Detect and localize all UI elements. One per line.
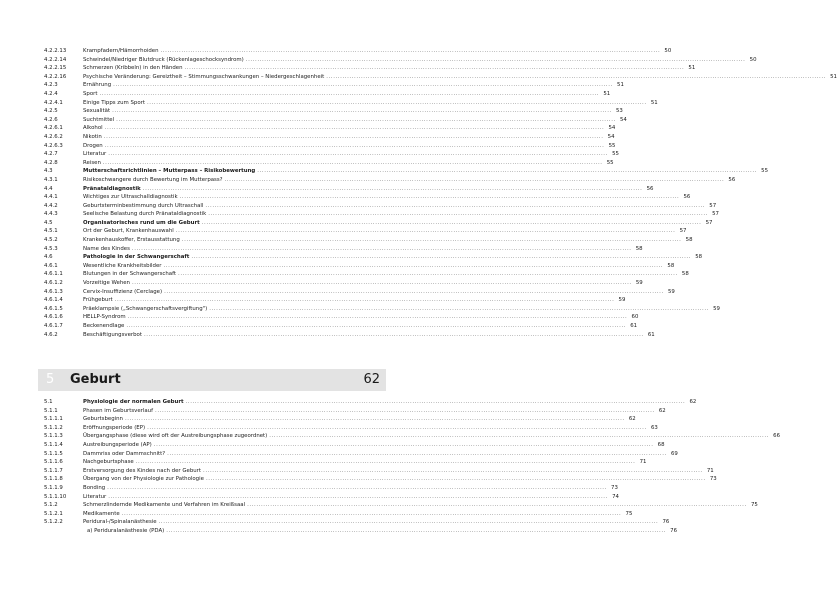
toc-entry-title: Risikoschwangere durch Bewertung im Mutterpass? xyxy=(83,176,223,183)
toc-entry-number: 4.4.1 xyxy=(44,194,58,201)
toc-entry[interactable] xyxy=(44,270,689,279)
toc-entry-title: a) Periduralanästhesie (PDA) xyxy=(87,527,165,534)
toc-entry-number: 4.6.1.1 xyxy=(44,271,63,278)
toc-entry[interactable] xyxy=(44,150,619,159)
toc-entry-title: Präeklampsie („Schwangerschaftsvergiftung") xyxy=(83,305,208,312)
toc-entry-number: 4.5 xyxy=(44,219,53,226)
toc-entry-number: 4.3.1 xyxy=(44,176,58,183)
dot-leader xyxy=(132,279,632,288)
toc-entry-page: 50 xyxy=(664,48,672,54)
toc-entry-page: 50 xyxy=(749,56,757,63)
toc-entry-page: 75 xyxy=(625,510,633,517)
toc-entry[interactable] xyxy=(44,236,693,245)
toc-entry-page: 58 xyxy=(695,254,703,261)
dot-leader xyxy=(136,458,636,467)
dot-leader xyxy=(176,227,676,236)
toc-entry-title: Schmerzlindernde Medikamente und Verfahren im Kreißsaal xyxy=(83,502,246,509)
toc-entry-title: Organisatorisches rund um die Geburt xyxy=(83,219,200,226)
toc-entry-title: Psychische Veränderung: Gereiztheit – Stimmungsschwankungen – Niedergeschlagenheit xyxy=(83,73,325,80)
toc-entry-title: Pränataldiagnostik xyxy=(83,185,141,192)
toc-entry-title: Übergang von der Physiologie zur Pathologie xyxy=(83,476,204,483)
toc-entry-number: 4.2.4.1 xyxy=(44,99,63,106)
toc-entry[interactable] xyxy=(44,167,769,176)
toc-entry-number: 4.2.2.14 xyxy=(44,56,67,63)
toc-entry-page: 53 xyxy=(615,108,623,115)
toc-entry-page: 54 xyxy=(608,125,616,132)
toc-entry-title: Sport xyxy=(83,90,98,97)
toc-entry[interactable] xyxy=(44,296,626,305)
dot-leader xyxy=(209,305,709,314)
toc-entry-page: 76 xyxy=(670,527,678,534)
toc-entry[interactable] xyxy=(44,81,624,90)
toc-entry-number: 4.5.3 xyxy=(44,245,58,252)
dot-leader xyxy=(105,124,605,133)
toc-entry-title: Schmerzen (Kribbeln) in den Händen xyxy=(83,65,183,72)
toc-entry[interactable] xyxy=(44,99,658,108)
toc-entry[interactable] xyxy=(44,47,672,56)
toc-entry-title: Bonding xyxy=(83,484,106,491)
toc-entry-number: 4.4.2 xyxy=(44,202,58,209)
toc-entry-number: 4.2.4 xyxy=(44,90,58,97)
toc-entry-page: 56 xyxy=(683,194,691,201)
toc-entry-number: 5.1.1.7 xyxy=(44,467,63,474)
toc-entry-title: Geburtsbeginn xyxy=(83,416,123,423)
dot-leader xyxy=(147,99,647,108)
toc-entry[interactable] xyxy=(44,176,736,185)
dot-leader xyxy=(115,296,615,305)
toc-entry-title: Dammriss oder Dammschnitt? xyxy=(83,450,166,457)
toc-entry-page: 59 xyxy=(618,297,626,304)
toc-entry-title: Seelische Belastung durch Pränataldiagnostik xyxy=(83,211,207,218)
toc-entry-number: 5.1.1.4 xyxy=(44,441,63,448)
toc-entry-page: 58 xyxy=(685,237,693,244)
toc-entry-title: Ernährung xyxy=(83,82,112,89)
toc-entry-number: 5.1.2 xyxy=(44,502,58,509)
toc-entry-page: 73 xyxy=(709,476,717,483)
toc-entry[interactable] xyxy=(44,245,643,254)
toc-entry-page: 51 xyxy=(830,73,837,80)
toc-entry-page: 54 xyxy=(620,116,627,123)
toc-entry-title: Beckenendlage xyxy=(83,323,125,329)
dot-leader xyxy=(269,432,769,441)
toc-entry-number: 4.6.1.6 xyxy=(44,314,63,321)
toc-entry-number: 4.2.7 xyxy=(44,151,58,158)
toc-entry-number: 4.2.6.2 xyxy=(44,133,63,140)
dot-leader xyxy=(126,322,626,331)
toc-entry[interactable] xyxy=(44,510,633,519)
dot-leader xyxy=(103,159,603,168)
toc-entry-title: Beschäftigungsverbot xyxy=(83,331,142,338)
dot-leader xyxy=(191,253,691,262)
toc-entry-number: 4.2.2.13 xyxy=(44,48,67,54)
toc-entry-page: 60 xyxy=(631,314,639,321)
toc-entry[interactable] xyxy=(44,441,665,450)
toc-entry-title: Nachgeburtsphase xyxy=(83,459,134,466)
toc-entry-page: 73 xyxy=(611,484,618,491)
dot-leader xyxy=(154,441,654,450)
toc-entry-number: 5.1.1.1 xyxy=(44,416,63,423)
toc-entry-page: 58 xyxy=(635,245,643,252)
toc-entry-page: 57 xyxy=(712,211,719,218)
toc-entry-page: 69 xyxy=(671,450,678,457)
toc-entry[interactable] xyxy=(44,527,678,536)
dot-leader xyxy=(112,107,612,116)
dot-leader xyxy=(202,219,702,228)
toc-entry-number: 4.6.1.4 xyxy=(44,297,63,304)
toc-entry[interactable] xyxy=(44,331,655,340)
dot-leader xyxy=(186,398,686,407)
toc-entry-page: 68 xyxy=(657,441,665,448)
toc-entry-page: 57 xyxy=(709,202,717,209)
toc-entry[interactable] xyxy=(44,467,714,476)
toc-entry-title: Reisen xyxy=(83,159,101,166)
toc-entry-page: 57 xyxy=(679,228,687,235)
dot-leader xyxy=(128,313,628,322)
dot-leader xyxy=(203,467,703,476)
toc-entry[interactable] xyxy=(44,398,697,407)
toc-entry-title: Pathologie in der Schwangerschaft xyxy=(83,254,190,261)
toc-section-chapter-4 xyxy=(44,47,837,339)
dot-leader xyxy=(147,424,647,433)
toc-entry-title: Krankenhauskoffer, Erstausstattung xyxy=(83,237,180,244)
toc-entry-title: Alkohol xyxy=(83,125,103,132)
toc-entry-title: Mutterschaftsrichtlinien – Mutterpass – Risikobewertung xyxy=(83,168,256,175)
toc-entry-number: 4.2.2.16 xyxy=(44,73,67,80)
dot-leader xyxy=(185,64,685,73)
toc-entry-page: 63 xyxy=(650,424,658,431)
toc-entry-title: Geburtsterminbestimmung durch Ultraschall xyxy=(83,202,204,209)
toc-entry-title: Nikotin xyxy=(83,133,102,140)
toc-entry-title: Blutungen in der Schwangerschaft xyxy=(83,271,177,278)
toc-entry-title: Literatur xyxy=(83,493,107,500)
toc-entry-number: 4.6.1 xyxy=(44,262,58,269)
dot-leader xyxy=(326,73,826,82)
toc-entry-title: Wichtiges zur Ultraschalldiagnostik xyxy=(83,194,178,201)
toc-entry-number: 5.1.1.10 xyxy=(44,493,67,500)
dot-leader xyxy=(143,185,643,194)
toc-entry-number: 4.5.2 xyxy=(44,237,58,244)
toc-entry-page: 61 xyxy=(630,323,638,329)
dot-leader xyxy=(108,493,608,502)
toc-entry-number: 4.6.1.5 xyxy=(44,305,63,312)
toc-entry[interactable] xyxy=(44,210,719,219)
toc-entry[interactable] xyxy=(44,415,636,424)
toc-entry[interactable] xyxy=(44,159,614,168)
toc-entry-number: 5.1.1.8 xyxy=(44,476,63,483)
dot-leader xyxy=(246,56,746,65)
toc-section-chapter-5 xyxy=(44,398,781,536)
toc-entry[interactable] xyxy=(44,219,713,228)
toc-entry-page: 51 xyxy=(603,90,611,97)
toc-entry-page: 59 xyxy=(667,288,675,295)
toc-entry-number: 5.1 xyxy=(44,399,53,405)
toc-entry-number: 4.6.1.3 xyxy=(44,288,63,295)
toc-entry-page: 74 xyxy=(612,493,619,500)
toc-entry-page: 75 xyxy=(750,502,758,509)
toc-entry[interactable] xyxy=(44,202,717,211)
toc-entry-title: Wesentliche Krankheitsbilder xyxy=(83,262,162,269)
toc-entry[interactable] xyxy=(44,484,618,493)
dot-leader xyxy=(113,81,613,90)
toc-entry-page: 59 xyxy=(713,305,720,312)
toc-entry[interactable] xyxy=(44,313,639,322)
toc-entry[interactable] xyxy=(44,64,696,73)
toc-entry-title: Peridural-/Spinalanästhesie xyxy=(83,519,157,526)
dot-leader xyxy=(108,150,608,159)
toc-entry[interactable] xyxy=(44,432,781,441)
toc-entry-number: 4.4.3 xyxy=(44,211,58,218)
chapter-title: Geburt xyxy=(70,372,121,387)
toc-entry-title: Drogen xyxy=(83,142,103,149)
toc-entry-number: 5.1.1.6 xyxy=(44,459,63,466)
toc-entry-title: Sexualität xyxy=(83,108,111,115)
toc-entry-number: 4.2.6.1 xyxy=(44,125,63,132)
toc-entry-page: 58 xyxy=(667,262,675,269)
dot-leader xyxy=(225,176,725,185)
toc-entry[interactable] xyxy=(44,185,654,194)
toc-entry[interactable] xyxy=(44,475,717,484)
dot-leader xyxy=(132,245,632,254)
toc-entry-title: Physiologie der normalen Geburt xyxy=(83,399,184,405)
toc-entry-page: 58 xyxy=(681,271,689,278)
toc-entry-number: 4.5.1 xyxy=(44,228,58,235)
toc-entry-page: 71 xyxy=(639,459,647,466)
toc-entry-page: 59 xyxy=(635,280,643,287)
toc-entry-page: 55 xyxy=(608,142,616,149)
toc-entry-number: 5.1.1.9 xyxy=(44,484,63,491)
toc-entry-number: 5.1.2.2 xyxy=(44,519,63,526)
toc-entry-title: Cervix-Insuffizienz (Cerclage) xyxy=(83,288,163,295)
toc-entry-title: Frühgeburt xyxy=(83,297,113,304)
toc-entry-page: 55 xyxy=(606,159,614,166)
toc-entry-number: 4.2.6.3 xyxy=(44,142,63,149)
toc-entry-number: 5.1.1.3 xyxy=(44,433,63,440)
toc-entry-number: 4.6.1.7 xyxy=(44,323,63,329)
toc-entry-number: 5.1.1 xyxy=(44,407,58,414)
dot-leader xyxy=(104,133,604,142)
toc-entry[interactable] xyxy=(44,305,720,314)
toc-entry-number: 4.6.1.2 xyxy=(44,280,63,287)
toc-entry-title: Eröffnungsperiode (EP) xyxy=(83,424,146,431)
dot-leader xyxy=(208,210,708,219)
dot-leader xyxy=(99,90,599,99)
toc-entry[interactable] xyxy=(44,90,611,99)
toc-entry-number: 4.2.8 xyxy=(44,159,58,166)
toc-entry[interactable] xyxy=(44,322,638,331)
toc-entry-number: 4.6.2 xyxy=(44,331,58,338)
dot-leader xyxy=(166,527,666,536)
toc-entry-title: Vorzeitige Wehen xyxy=(83,280,130,287)
toc-entry-number: 4.2.2.15 xyxy=(44,65,67,72)
toc-entry-page: 57 xyxy=(705,219,713,226)
dot-leader xyxy=(125,415,625,424)
toc-entry[interactable] xyxy=(44,407,666,416)
toc-entry[interactable] xyxy=(44,424,658,433)
toc-entry-page: 51 xyxy=(650,99,658,106)
toc-entry-number: 4.2.5 xyxy=(44,108,58,115)
dot-leader xyxy=(107,484,607,493)
chapter-heading-bar[interactable] xyxy=(38,369,386,391)
toc-entry-page: 62 xyxy=(689,399,697,405)
toc-entry-number: 5.1.2.1 xyxy=(44,510,63,517)
dot-leader xyxy=(144,331,644,340)
toc-entry-title: Einige Tipps zum Sport xyxy=(83,99,145,106)
toc-entry-page: 54 xyxy=(607,133,615,140)
dot-leader xyxy=(178,270,678,279)
toc-entry-page: 55 xyxy=(612,151,619,158)
dot-leader xyxy=(105,142,605,151)
toc-entry[interactable] xyxy=(44,288,675,297)
dot-leader xyxy=(247,501,747,510)
toc-entry-number: 4.2.6 xyxy=(44,116,58,123)
toc-entry-title: Phasen im Geburtsverlauf xyxy=(83,407,153,414)
toc-entry-title: Krampfadern/Hämorrhoiden xyxy=(83,48,159,54)
toc-entry-number: 4.3 xyxy=(44,168,53,175)
toc-entry-title: HELLP-Syndrom xyxy=(83,314,126,321)
chapter-number: 5 xyxy=(46,372,55,387)
toc-entry[interactable] xyxy=(44,518,670,527)
toc-entry-page: 62 xyxy=(658,407,666,414)
toc-entry-number: 5.1.1.5 xyxy=(44,450,63,457)
dot-leader xyxy=(164,262,664,271)
toc-entry-page: 55 xyxy=(761,168,769,175)
toc-entry-title: Medikamente xyxy=(83,510,120,517)
toc-entry-page: 71 xyxy=(706,467,714,474)
toc-entry-number: 4.2.3 xyxy=(44,82,58,89)
toc-entry[interactable] xyxy=(44,501,758,510)
toc-entry[interactable] xyxy=(44,458,647,467)
toc-entry-number: 5.1.1.2 xyxy=(44,424,63,431)
toc-entry[interactable] xyxy=(44,73,837,82)
toc-entry-page: 61 xyxy=(647,331,655,338)
dot-leader xyxy=(206,475,706,484)
toc-entry-title: Schwindel/Niedriger Blutdruck (Rückenlageschocksyndrom) xyxy=(83,56,244,63)
toc-entry-page: 76 xyxy=(662,519,670,526)
toc-entry[interactable] xyxy=(44,124,616,133)
toc-entry-number: 4.4 xyxy=(44,185,53,192)
toc-entry-page: 51 xyxy=(617,82,624,89)
toc-entry[interactable] xyxy=(44,56,757,65)
toc-entry-page: 62 xyxy=(628,416,636,423)
dot-leader xyxy=(116,116,616,125)
toc-entry-title: Austreibungsperiode (AP) xyxy=(83,441,152,448)
toc-entry[interactable] xyxy=(44,253,703,262)
toc-entry-title: Suchtmittel xyxy=(83,116,115,123)
toc-entry[interactable] xyxy=(44,493,619,502)
dot-leader xyxy=(205,202,705,211)
toc-entry-title: Ort der Geburt, Krankenhauswahl xyxy=(83,228,174,235)
dot-leader xyxy=(180,193,680,202)
toc-entry[interactable] xyxy=(44,133,615,142)
toc-entry-title: Übergangsphase (diese wird oft der Austreibungsphase zugeordnet) xyxy=(83,433,268,440)
toc-entry[interactable] xyxy=(44,116,627,125)
dot-leader xyxy=(257,167,757,176)
toc-entry[interactable] xyxy=(44,193,691,202)
toc-entry-page: 51 xyxy=(688,65,696,72)
toc-entry[interactable] xyxy=(44,227,687,236)
toc-entry[interactable] xyxy=(44,142,616,151)
toc-entry-title: Name des Kindes xyxy=(83,245,130,252)
toc-entry[interactable] xyxy=(44,279,643,288)
dot-leader xyxy=(164,288,664,297)
dot-leader xyxy=(159,518,659,527)
chapter-page-number: 62 xyxy=(363,372,380,387)
toc-entry-page: 56 xyxy=(728,176,736,183)
toc-entry[interactable] xyxy=(44,450,678,459)
toc-entry-title: Erstversorgung des Kindes nach der Geburt xyxy=(83,467,201,474)
toc-entry-title: Literatur xyxy=(83,151,107,158)
toc-entry[interactable] xyxy=(44,107,623,116)
dot-leader xyxy=(182,236,682,245)
toc-entry-page: 56 xyxy=(646,185,654,192)
toc-entry-number: 4.6 xyxy=(44,254,53,261)
dot-leader xyxy=(161,47,661,56)
toc-entry-page: 66 xyxy=(773,433,781,440)
toc-entry[interactable] xyxy=(44,262,675,271)
dot-leader xyxy=(122,510,622,519)
dot-leader xyxy=(155,407,655,416)
dot-leader xyxy=(167,450,667,459)
